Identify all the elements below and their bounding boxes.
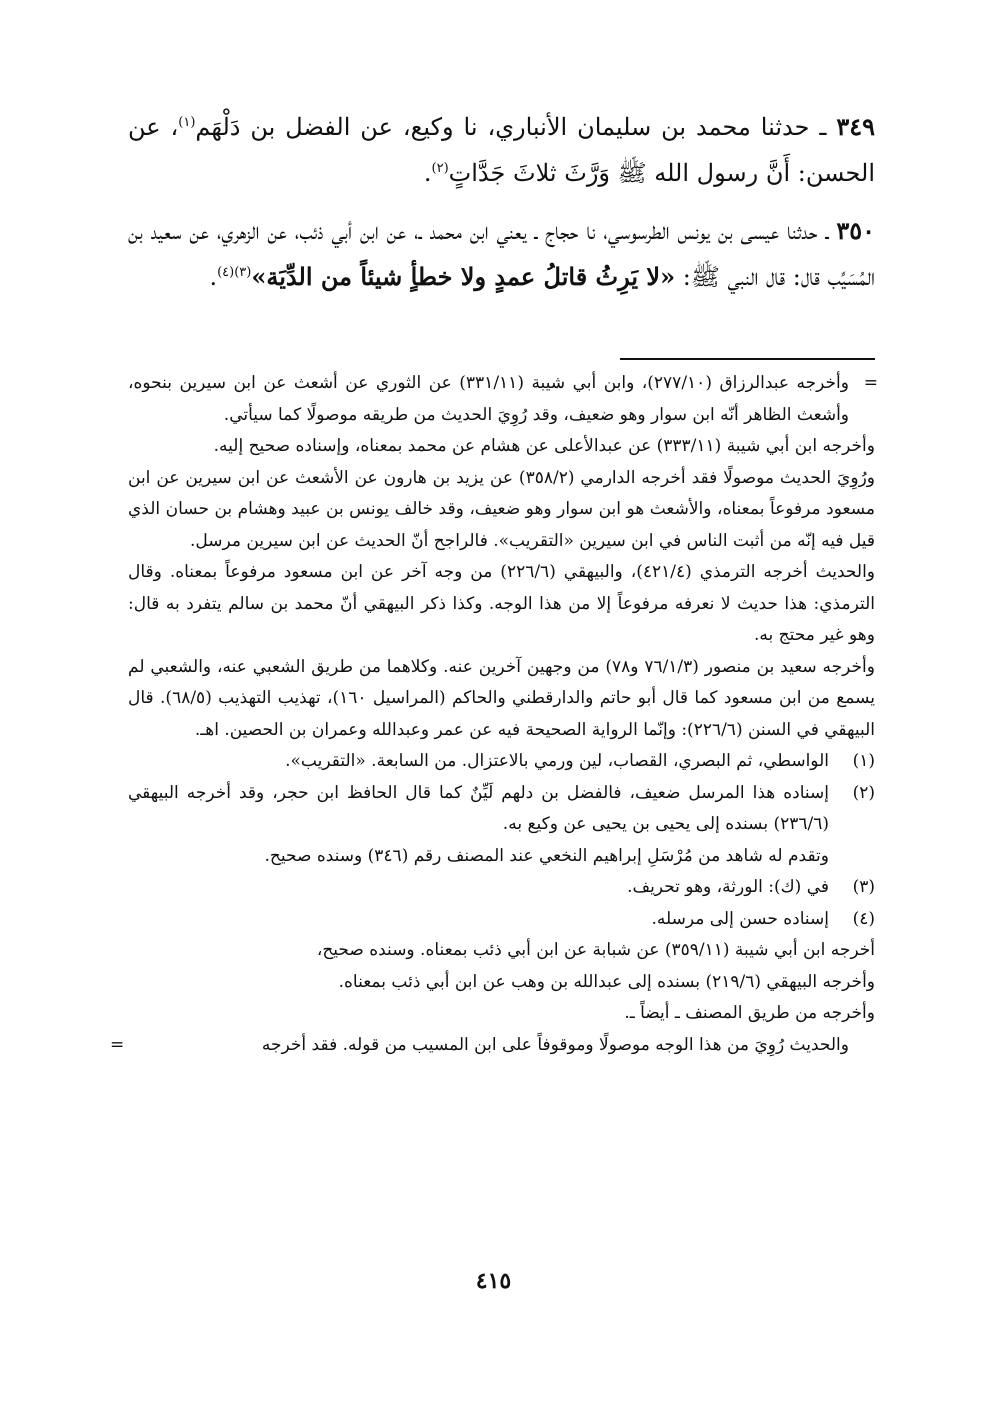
footnote-2 bbox=[128, 778, 875, 873]
hadith-350 bbox=[128, 208, 875, 300]
footnote-text: في (ك): الورثة، وهو تحريف. bbox=[627, 877, 829, 897]
hadith-text: . bbox=[209, 263, 218, 291]
footnote-number: (٣) bbox=[852, 877, 875, 897]
footnote-number: (١) bbox=[852, 751, 875, 771]
hadith-text: ، عن الحسن: أَنَّ رسول الله ﷺ وَرَّثَ ثلاثَ جَدَّاتٍ bbox=[128, 113, 875, 187]
footnote-paragraph bbox=[128, 368, 878, 431]
footnote-number: (٤) bbox=[852, 908, 875, 929]
hadith-349 bbox=[128, 104, 875, 196]
footnote-text: وتقدم له شاهد من مُرْسَلِ إبراهيم النخعي عند المصنف رقم (٣٤٦) وسنده صحيح. bbox=[264, 845, 829, 866]
footnote-3 bbox=[128, 872, 875, 904]
footnote-4 bbox=[128, 904, 875, 936]
page-number: ٤١٥ bbox=[475, 1268, 512, 1294]
footnote-text: وأخرجه البيهقي (٢١٩/٦) بسنده إلى عبدالله بن وهب عن ابن أبي ذئب بمعناه. bbox=[338, 971, 875, 992]
footnote-text: إسناده حسن إلى مرسله. bbox=[651, 908, 829, 929]
footnote-paragraph: ورُوِيَ الحديث موصولًا فقد أخرجه الدارمي (٣٥٨/٢) عن يزيد بن هارون عن الأشعث عن ابن سيرين عن ابن مسعود مرفوعاً بمعناه، والأشعث هو ابن سوار وهو ضعيف، وقد خالف يونس بن عبيد وهشام بن حسان الذي قيل فيه إنّه من أثبت الناس في ابن سيرين «التقريب». فالراجح أنّ الحديث عن ابن سيرين مرسل. bbox=[128, 467, 875, 551]
hadith-number: ٣٤٩ bbox=[836, 112, 876, 141]
hadith-text: ـ حدثنا عيسى بن يونس الطرسوسي، نا حجاج ـ يعني ابن محمد ـ، عن ابن أبي ذئب، عن الزهري، عن سعيد بن المُسَيِّب قال: قال النبي ﷺ: bbox=[128, 217, 875, 291]
footnote-ref: (٢) bbox=[431, 161, 449, 176]
footnote-text: والحديث رُوِيَ من هذا الوجه موصولًا وموقوفاً على ابن المسيب من قوله. فقد أخرجه bbox=[261, 1034, 849, 1055]
footnote-ref: (١) bbox=[178, 115, 196, 130]
footnote-text: وأخرجه من طريق المصنف ـ أيضاً ـ. bbox=[624, 1003, 875, 1023]
footnote-separator bbox=[620, 358, 875, 360]
footnote-1 bbox=[128, 746, 875, 778]
footnote-paragraph: وأخرجه سعيد بن منصور (٧٦/١/٣ و٧٨) من وجهين آخرين عنه. وكلاهما من طريق الشعبي عنه، والشعبي لم يسمع من ابن مسعود كما قال أبو حاتم والدارقطني والحاكم (المراسيل ١٦٠)، تهذيب التهذيب (٦٨/٥). قال البيهقي في السنن (٢٢٦/٦): وإنّما الرواية الصحيحة فيه عن عمر وعبدالله وعمران بن الحصين. اهـ. bbox=[128, 656, 875, 740]
continuation-mark: = bbox=[110, 1034, 125, 1055]
main-text bbox=[128, 104, 875, 312]
footnote-paragraph: وأخرجه ابن أبي شيبة (٣٣٣/١١) عن عبدالأعلى عن هشام عن محمد بمعناه، وإسناده صحيح إليه. bbox=[213, 436, 875, 456]
footnote-text: إسناده هذا المرسل ضعيف، فالفضل بن دلهم لَيِّنٌ كما قال الحافظ ابن حجر، وقد أخرجه البيهقي (٢٣٦/٦) بسنده إلى يحيى بن يحيى عن وكيع به. bbox=[128, 782, 829, 834]
footnote-text: وأخرجه عبدالرزاق (٢٧٧/١٠)، وابن أبي شيبة (٣٣١/١١) عن الثوري عن أشعث عن ابن سيرين بنحوه، وأشعث الظاهر أنّه ابن سوار وهو ضعيف، وقد رُوِيَ الحديث من طريقه موصولًا كما سيأتي. bbox=[128, 373, 849, 425]
hadith-number: ٣٥٠ bbox=[836, 216, 875, 245]
continuation-mark: = bbox=[863, 373, 878, 393]
hadith-text: ـ حدثنا محمد بن سليمان الأنباري، نا وكيع، عن الفضل بن دَلْهَم bbox=[195, 113, 837, 141]
footnote-paragraph: والحديث أخرجه الترمذي (٤٢١/٤)، والبيهقي (٢٢٦/٦) من وجه آخر عن ابن مسعود مرفوعاً بمعناه. وقال الترمذي: هذا حديث لا نعرفه مرفوعاً إلا من هذا الوجه. وكذا ذكر البيهقي أنّ محمد بن سالم يتفرد به قال: وهو غير محتج به. bbox=[128, 562, 876, 645]
footnote-ref: (٤) bbox=[217, 265, 235, 280]
footnotes bbox=[110, 368, 878, 1061]
footnote-text: أخرجه ابن أبي شيبة (٣٥٩/١١) عن شبابة عن ابن أبي ذئب بمعناه. وسنده صحيح، bbox=[316, 940, 875, 960]
hadith-text: . bbox=[423, 159, 432, 187]
footnote-ref: (٣) bbox=[234, 265, 252, 280]
footnote-number: (٢) bbox=[852, 782, 875, 803]
hadith-matn: «لا يَرِثُ قاتلُ عمدٍ ولا خطأٍ شيئاً من الدِّيَة» bbox=[251, 262, 676, 291]
footnote-text: الواسطي، ثم البصري، القصاب، لين ورمي بالاعتزال. من السابعة. «التقريب». bbox=[285, 751, 829, 771]
footnote-last-line bbox=[110, 1030, 875, 1062]
